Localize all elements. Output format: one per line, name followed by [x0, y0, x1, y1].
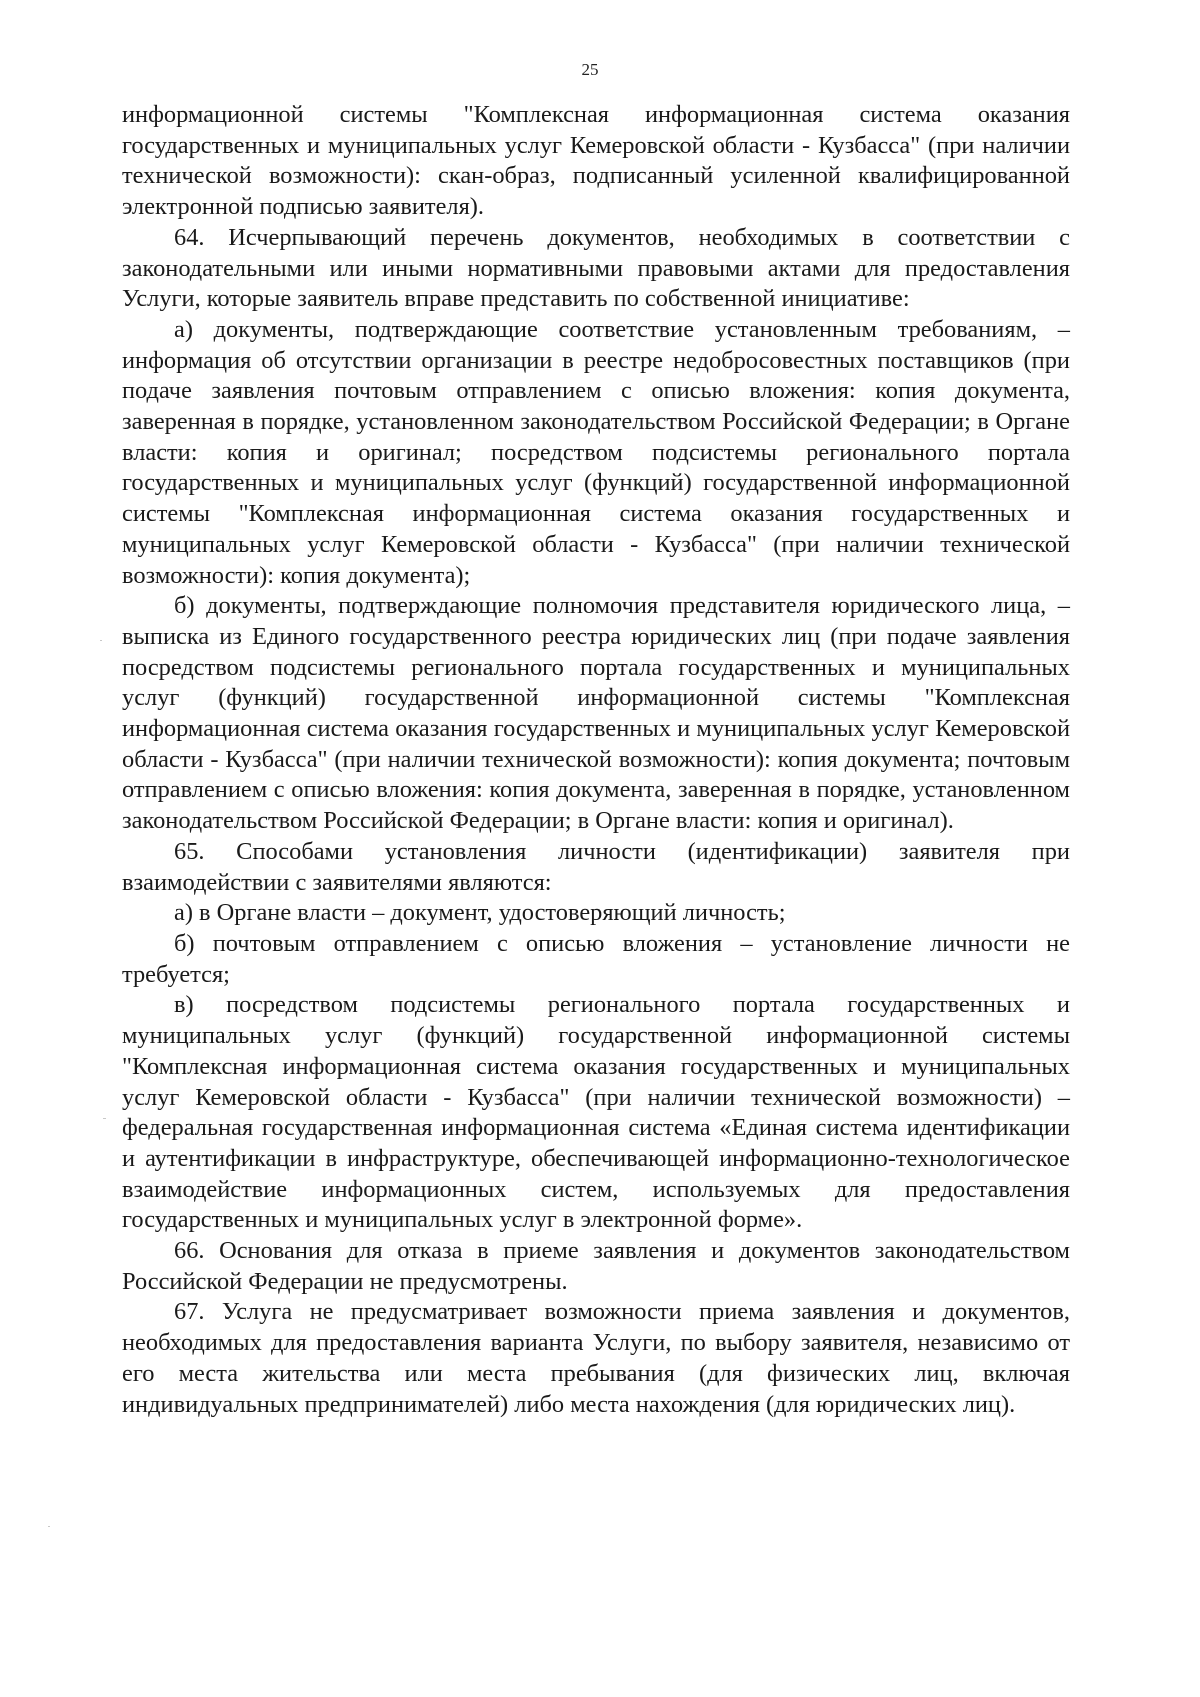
paragraph-64-b: б) документы, подтверждающие полномочия представителя юридического лица, – выписка из Единого государственного реестра юридических лиц (при подаче заявления посредством подсистемы регионального портала государственных и муниципальных услуг (функций) государственной информационной системы "Комплексная информационная система оказания государственных и муниципальных услуг Кемеровской области - Кузбасса" (при наличии технической возможности): копия документа; почтовым отправлением с описью вложения: копия документа, заверенная в порядке, установленном законодательством Российской Федерации; в Органе власти: копия и оригинал).: [122, 592, 1070, 835]
paragraph-65: 65. Способами установления личности (идентификации) заявителя при взаимодействии с заявителями являются:: [122, 837, 1070, 896]
paragraph-65-v: в) посредством подсистемы регионального портала государственных и муниципальных услуг (функций) государственной информационной системы "Комплексная информационная система оказания государственных и муниципальных услуг Кемеровской области - Кузбасса" (при наличии технической возможности) – федеральная государственная информационная система «Единая система идентификации и аутентификации в инфраструктуре, обеспечивающей информационно-технологическое взаимодействие информационных систем, используемых для предоставления государственных и муниципальных услуг в электронной форме».: [122, 991, 1070, 1234]
document-body: [122, 100, 1070, 1420]
paragraph-67: 67. Услуга не предусматривает возможности приема заявления и документов, необходимых для предоставления варианта Услуги, по выбору заявителя, независимо от его места жительства или места пребывания (для физических лиц, включая индивидуальных предпринимателей) либо места нахождения (для юридических лиц).: [122, 1298, 1070, 1418]
paragraph-64: 64. Исчерпывающий перечень документов, необходимых в соответствии с законодательными или иными нормативными правовыми актами для предоставления Услуги, которые заявитель вправе представить по собственной инициативе:: [122, 223, 1070, 313]
scan-speck: [103, 1118, 106, 1119]
scan-speck: [100, 640, 102, 641]
paragraph-64-a: а) документы, подтверждающие соответствие установленным требованиям, – информация об отсутствии организации в реестре недобросовестных поставщиков (при подаче заявления почтовым отправлением с описью вложения: копия документа, заверенная в порядке, установленном законодательством Российской Федерации; в Органе власти: копия и оригинал; посредством подсистемы регионального портала государственных и муниципальных услуг (функций) государственной информационной системы "Комплексная информационная система оказания государственных и муниципальных услуг Кемеровской области - Кузбасса" (при наличии технической возможности): копия документа);: [122, 315, 1070, 589]
scan-speck: [48, 1526, 50, 1527]
page-number: 25: [581, 60, 599, 79]
paragraph-continued: информационной системы "Комплексная информационная система оказания государственных и муниципальных услуг Кемеровской области - Кузбасса" (при наличии технической возможности): скан-образ, подписанный усиленной квалифицированной электронной подписью заявителя).: [122, 101, 1070, 221]
paragraph-65-b: б) почтовым отправлением с описью вложения – установление личности не требуется;: [122, 929, 1070, 988]
paragraph-65-a: а) в Органе власти – документ, удостоверяющий личность;: [174, 899, 786, 927]
paragraph-66: 66. Основания для отказа в приеме заявления и документов законодательством Российской Федерации не предусмотрены.: [122, 1237, 1070, 1295]
